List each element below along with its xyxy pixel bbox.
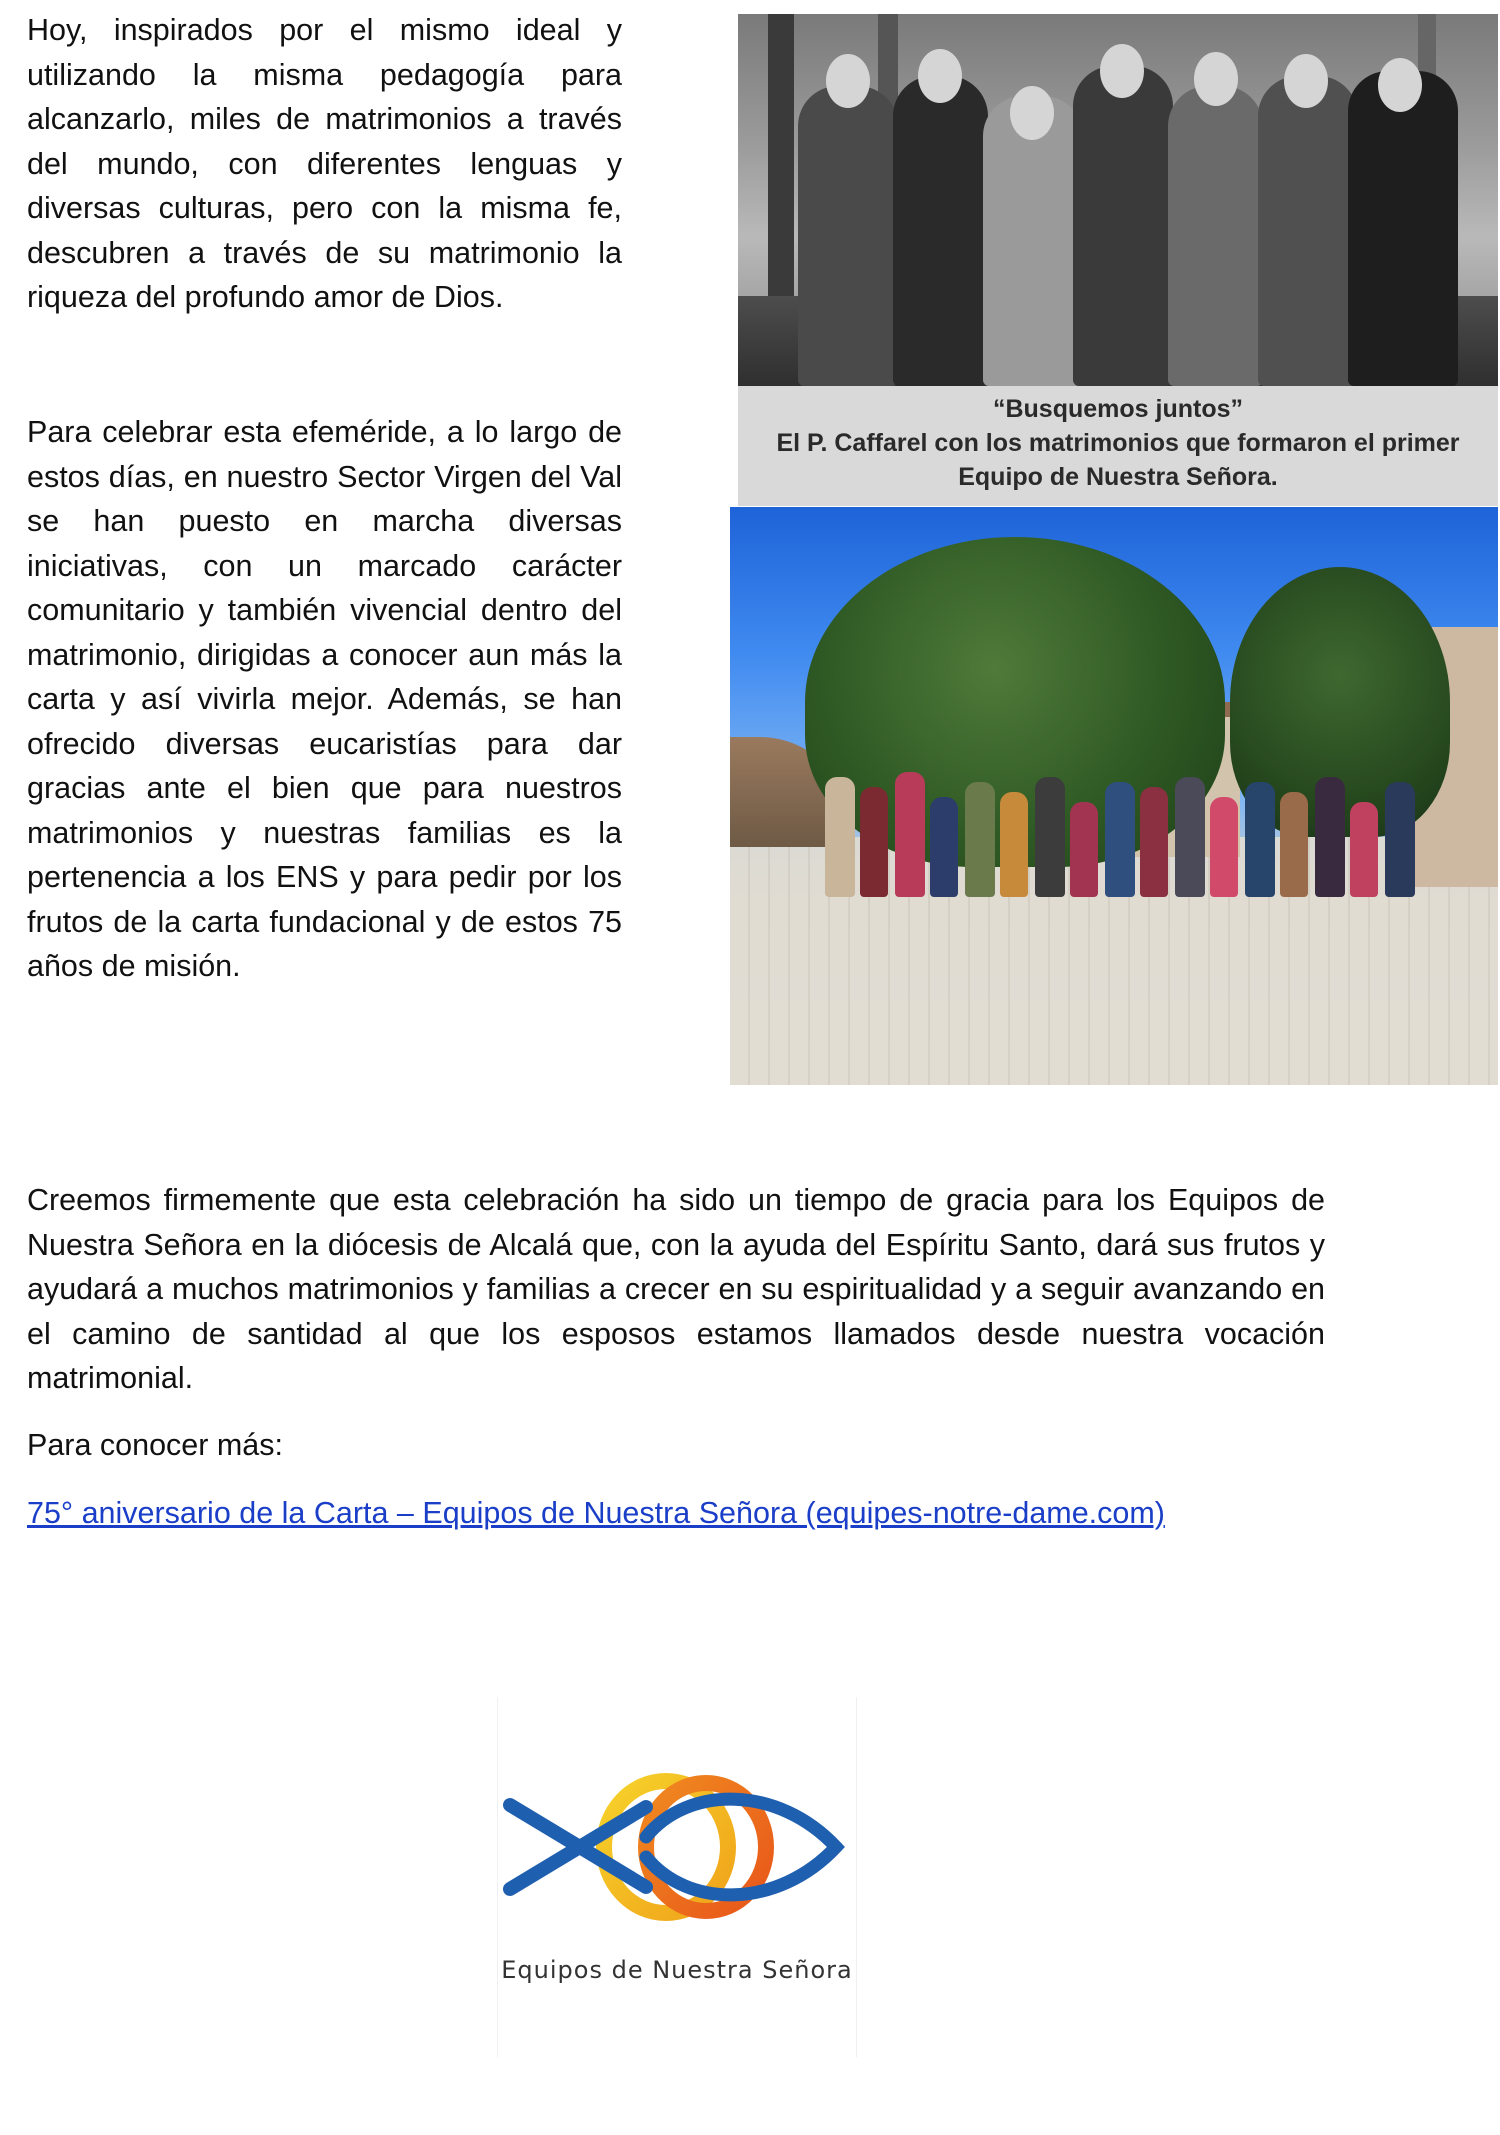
photo-caption <box>738 386 1498 506</box>
paragraph-conclusion: Creemos firmemente que esta celebración ha sido un tiempo de gracia para los Equipos de Nuestra Señora en la diócesis de Alcalá que, con la ayuda del Espíritu Santo, dará sus frutos y ayudará a muchos matrimonios y familias a crecer en su espiritualidad y a seguir avanzando en el camino de santidad al que los esposos estamos llamados desde nuestra vocación matrimonial. <box>27 1183 1325 1395</box>
caption-line-3: Equipo de Nuestra Señora. <box>958 463 1278 491</box>
paragraph-intro: Hoy, inspirados por el mismo ideal y utilizando la misma pedagogía para alcanzarlo, miles de matrimonios a través del mundo, con diferentes lenguas y diversas culturas, pero con la misma fe, descubren a través de su matrimonio la riqueza del profundo amor de Dios. <box>27 13 622 314</box>
caption-line-1: “Busquemos juntos” <box>992 395 1243 423</box>
paragraph-celebration: Para celebrar esta efeméride, a lo largo de estos días, en nuestro Sector Virgen del Val se han puesto en marcha diversas iniciativas, con un marcado carácter comunitario y también vivencial dentro del matrimonio, dirigidas a conocer aun más la carta y así vivirla mejor. Además, se han ofrecido diversas eucaristías para dar gracias ante el bien que para nuestros matrimonios y nuestras familias es la pertenencia a los ENS y para pedir por los frutos de la carta fundacional y de estos 75 años de misión. <box>27 415 622 983</box>
ens-logo <box>497 1697 857 2057</box>
paragraph-learn-more: Para conocer más: <box>27 1428 283 1462</box>
caption-line-2: El P. Caffarel con los matrimonios que formaron el primer <box>776 429 1460 457</box>
group-photo-color <box>730 507 1498 1085</box>
historical-group-photo <box>738 14 1498 386</box>
anniversary-link[interactable]: 75° aniversario de la Carta – Equipos de Nuestra Señora (equipes-notre-dame.com) <box>27 1496 1165 1530</box>
fish-rings-icon <box>498 1697 856 1947</box>
logo-text: Equipos de Nuestra Señora <box>501 1956 853 1984</box>
